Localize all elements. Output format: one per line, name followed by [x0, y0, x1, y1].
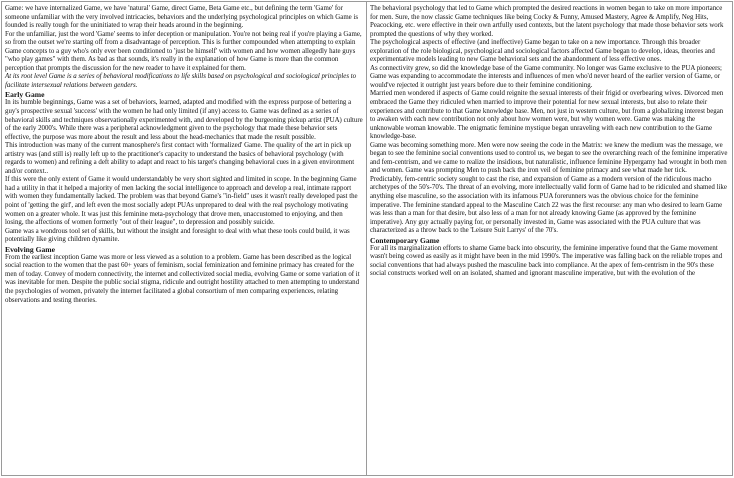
paragraph: The psychological aspects of effective (and ineffective) Game began to take on a new importance. Through this broader exploration of the role biological, psychological and sociological factors affected Game began to develop, ideas, theories and experimentative models leading to new Game behavioral sets and the abandonment of less effective ones.: [370, 39, 715, 64]
paragraph: As connectivity grew, so did the knowledge base of the Game community. No longer was Game exclusive to the PUA pioneers; Game was expanding to accommodate the interests and influences of men who'd never heard of the earlier version of Game, or would've rejected it outright just years before due to their feminine conditioning.: [370, 64, 722, 89]
paragraph: In its humble beginnings, Game was a set of behaviors, learned, adapted and modified with the express purpose of bettering a guy's prospective sexual 'success' with the women he had only limited (if any) access to. Game was defined as a series of behavioral skills and techniques observationally experimented with, and developed by the burgeoning pickup artist (PUA) culture of the early 2000's. While there was a peripheral acknowledgment given to the psychology that made these behavior sets effective, the purpose was more about the result and less about the head-mechanics that made the result possible.: [5, 99, 363, 141]
section-heading-early-game: Early Game: [5, 90, 45, 100]
paragraph: This introduction was many of the current manosphere's first contact with 'formalized' Game. The quality of the art in pick up artistry was (and still is) really left up to the practitioner's capacity to understand the basics of behavioral psychology (with regards to women) and refining a deft ability to adapt and react to his target's changing behavioral cues in a given environment and/or context..: [5, 142, 355, 175]
paragraph: Game was becoming something more. Men were now seeing the code in the Matrix: we knew the medium was the message, we began to see the feminine social conventions used to control us, we began to see the overarching reach of the feminine imperative and fem-centrism, and we came to realize the insidious, but naturalistic, influence feminine Hypergamy had wrought in both men and women. Game was prompting Men to push back the iron veil of feminine primacy and see what made her tick.: [370, 141, 728, 175]
paragraph: For all its marginalization efforts to shame Game back into obscurity, the feminine imperative found that the Game movement wasn't being cowed as easily as it might have been in the mid 1990's. The imperative was falling back on the reliable tropes and social conventions that had always pushed the masculine back into compliance. At the apex of fem-centrism in the 90's these social constructs worked well on an isolated, shamed and ignorant masculine imperative, but with the evolution of the: [370, 244, 723, 278]
paragraph: Game: we have internalized Game, we have 'natural' Game, direct Game, Beta Game etc., but defining the term 'Game' for someone unfamiliar with the very involved intricacies, behaviors and the underlying psychological principles on which Game is founded is really tough for the uninitiated to wrap their heads around in the beginning.: [5, 5, 359, 30]
left-column: [2, 2, 367, 475]
definition-paragraph: At its root level Game is a series of behavioral modifications to life skills based on psychological and sociological principles to facilitate intersexual relations between genders.: [5, 73, 357, 89]
paragraph: Game was a wondrous tool set of skills, but without the insight and foresight to deal with what these tools could build, it was potentially like giving children dynamite.: [5, 227, 350, 244]
section-heading-contemporary-game: Contemporary Game: [370, 235, 440, 245]
right-column: [367, 2, 732, 475]
paragraph: If this were the only extent of Game it would understandably be very short sighted and limited in scope. In the beginning Game had a utility in that it helped a majority of men lacking the social intelligence to approach and develop a real, intimate rapport with women they fundamentally lacked. The problem was that beyond Game's "in-field" uses it wasn't really developed past the point of 'getting the girl', and left even the most socially adept PUAs unprepared to deal with the real psychology motivating women on a greater whole. It was just this feminine meta-psychology that drove men, unaccustomed to enjoying, and then losing, the affections of women formerly "out of their league", to depression and possibly suicide.: [5, 176, 358, 227]
document-page: [1, 1, 733, 476]
paragraph: The behavioral psychology that led to Game which prompted the desired reactions in women began to take on more importance for men. Sure, the now classic Game techniques like being Cocky & Funny, Amused Mastery, Agree & Amplify, Neg Hits, Peacocking, etc. were effective in their own artfully used contexts, but the latent psychology that made those behavior sets work prompted the questions of why they worked.: [370, 5, 724, 38]
paragraph: From the earliest inception Game was more or less viewed as a solution to a problem. Game has been described as the logical social reaction to the women that the past 60+ years of feminism, social feminization and feminine primacy has created for the men of today. Convey of modern connectivity, the internet and collectivized social media, evolving Game or some variation of it was inevitable for men. Despite the public social stigma, ridicule and outright hostility attached to men attempting to understand the psychologies of women, privately the internet facilitated a global consortium of men comparing experiences, relating observations and testing theories.: [5, 253, 360, 304]
paragraph: Predictably, fem-centric society sought to cast the rise, and expansion of Game as a modern version of the ridiculous macho archetypes of the 50's-70's. The threat of an evolving, more intellectually valid form of Game had to be ridiculed and shamed like anything else masculine, so the association with its infamous PUA forerunners was the obvious choice for the feminine imperative. The feminine standard appeal to the Masculine Catch 22 was the first recourse: any man who desired to learn Game was less than a man for that desire, but also less of a man for not already knowing Game (as approved by the feminine imperative). Any guy actually paying for, or personally invested in, Game was associated with the PUA culture that was characterized as a throw back to the 'Leisure Suit Larrys' of the 70's.: [370, 175, 727, 235]
paragraph: For the unfamiliar, just the word 'Game' seems to infer deception or manipulation. You're not being real if you're playing a Game, so from the outset we're starting off from a disadvantage of perception. This is further compounded when attempting to explain Game concepts to a guy who's only ever been conditioned to 'just be himself' with women and how women allegedly hate guys "who play games" with them. As bad as that sounds, it's really in the explanation of how Game is more than the common perception that prompts the discussion for the new reader to have it explained for them.: [5, 30, 362, 72]
section-heading-evolving-game: Evolving Game: [5, 244, 55, 254]
paragraph: Married men wondered if aspects of Game could reignite the sexual interests of their frigid or overbearing wives. Divorced men embraced the Game they ridiculed when married to improve their potential for new sexual interests, but also to relate their experiences and contribute to that Game knowledge base. Men, not just in western culture, but from a globalizing interest began to awaken with each new contribution not only about how women were, but why women were. Game was making the unknowable woman knowable. The enigmatic feminine mystique began unraveling with each new contribution to the Game knowledge-base.: [370, 90, 724, 141]
